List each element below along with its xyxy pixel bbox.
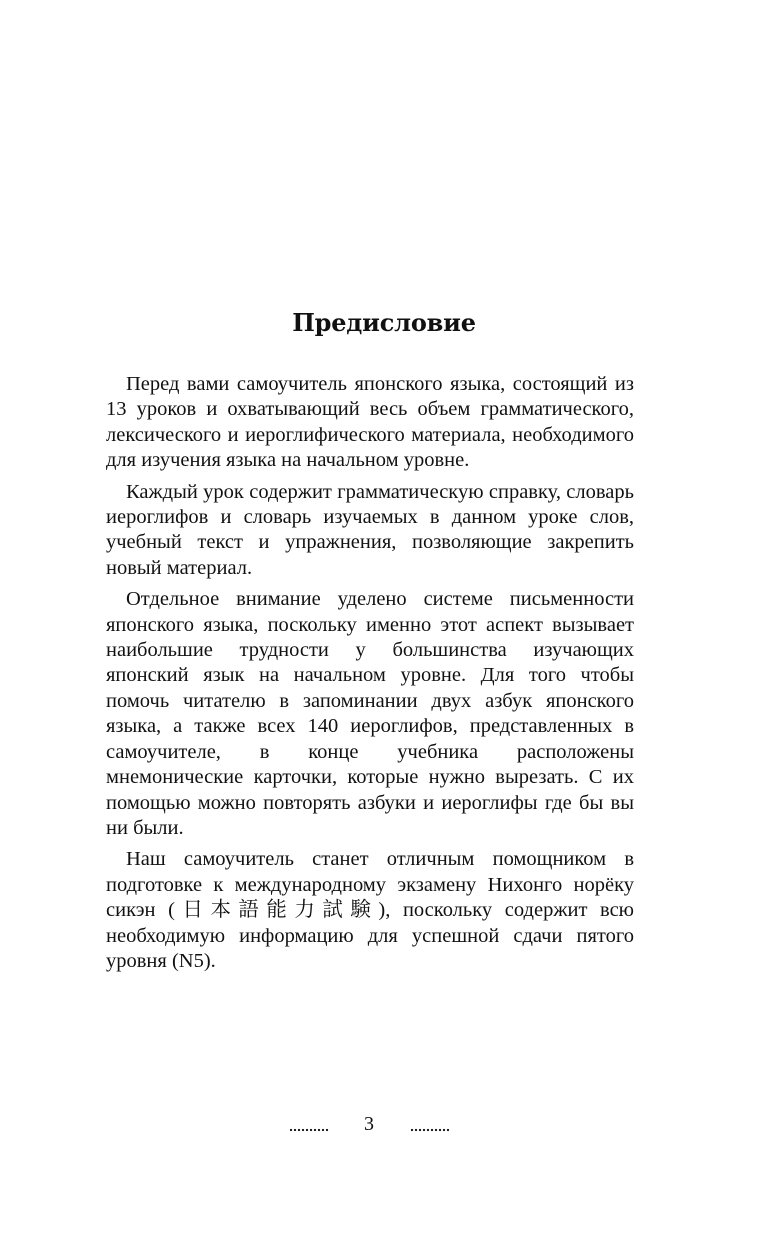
paragraph-3: Отдельное внимание уделено системе письменности японского языка, поскольку именно этот аспект вызывает наибольшие трудности у большинства изучающих японский язык на начальном уровне. Для того чтобы помочь читателю в запоминании двух азбук японского языка, а также всех 140 иероглифов, представленных в самоучителе, в конце учебника расположены мнемонические карточки, которые нужно вырезать. С их помощью можно повторять азбуки и иероглифы где бы вы ни были. bbox=[106, 588, 634, 839]
page-title: Предисловие bbox=[292, 308, 476, 338]
dotted-ornament-right bbox=[410, 1110, 450, 1138]
page-number: 3 bbox=[364, 1113, 374, 1135]
page-footer bbox=[0, 1110, 768, 1140]
paragraph-2: Каждый урок содержит грамматическую справку, словарь иероглифов и словарь изучаемых в данном уроке слов, учебный текст и упражнения, позволяющие закрепить новый материал. bbox=[106, 480, 634, 579]
dotted-ornament-left bbox=[289, 1110, 329, 1138]
paragraph-1: Перед вами самоучитель японского языка, состоящий из 13 уроков и охватывающий весь объем грамматического, лексического и иероглифического материала, необходимого для изучения языка на начальном уровне. bbox=[106, 373, 634, 472]
paragraph-4: Наш самоучитель станет отличным помощником в подготовке к международному экзамену Нихонго норёку сикэн (日本語能力試験), поскольку содержит всю необходимую информацию для успешной сдачи пятого уровня (N5). bbox=[106, 848, 634, 972]
preface-body bbox=[106, 372, 634, 974]
